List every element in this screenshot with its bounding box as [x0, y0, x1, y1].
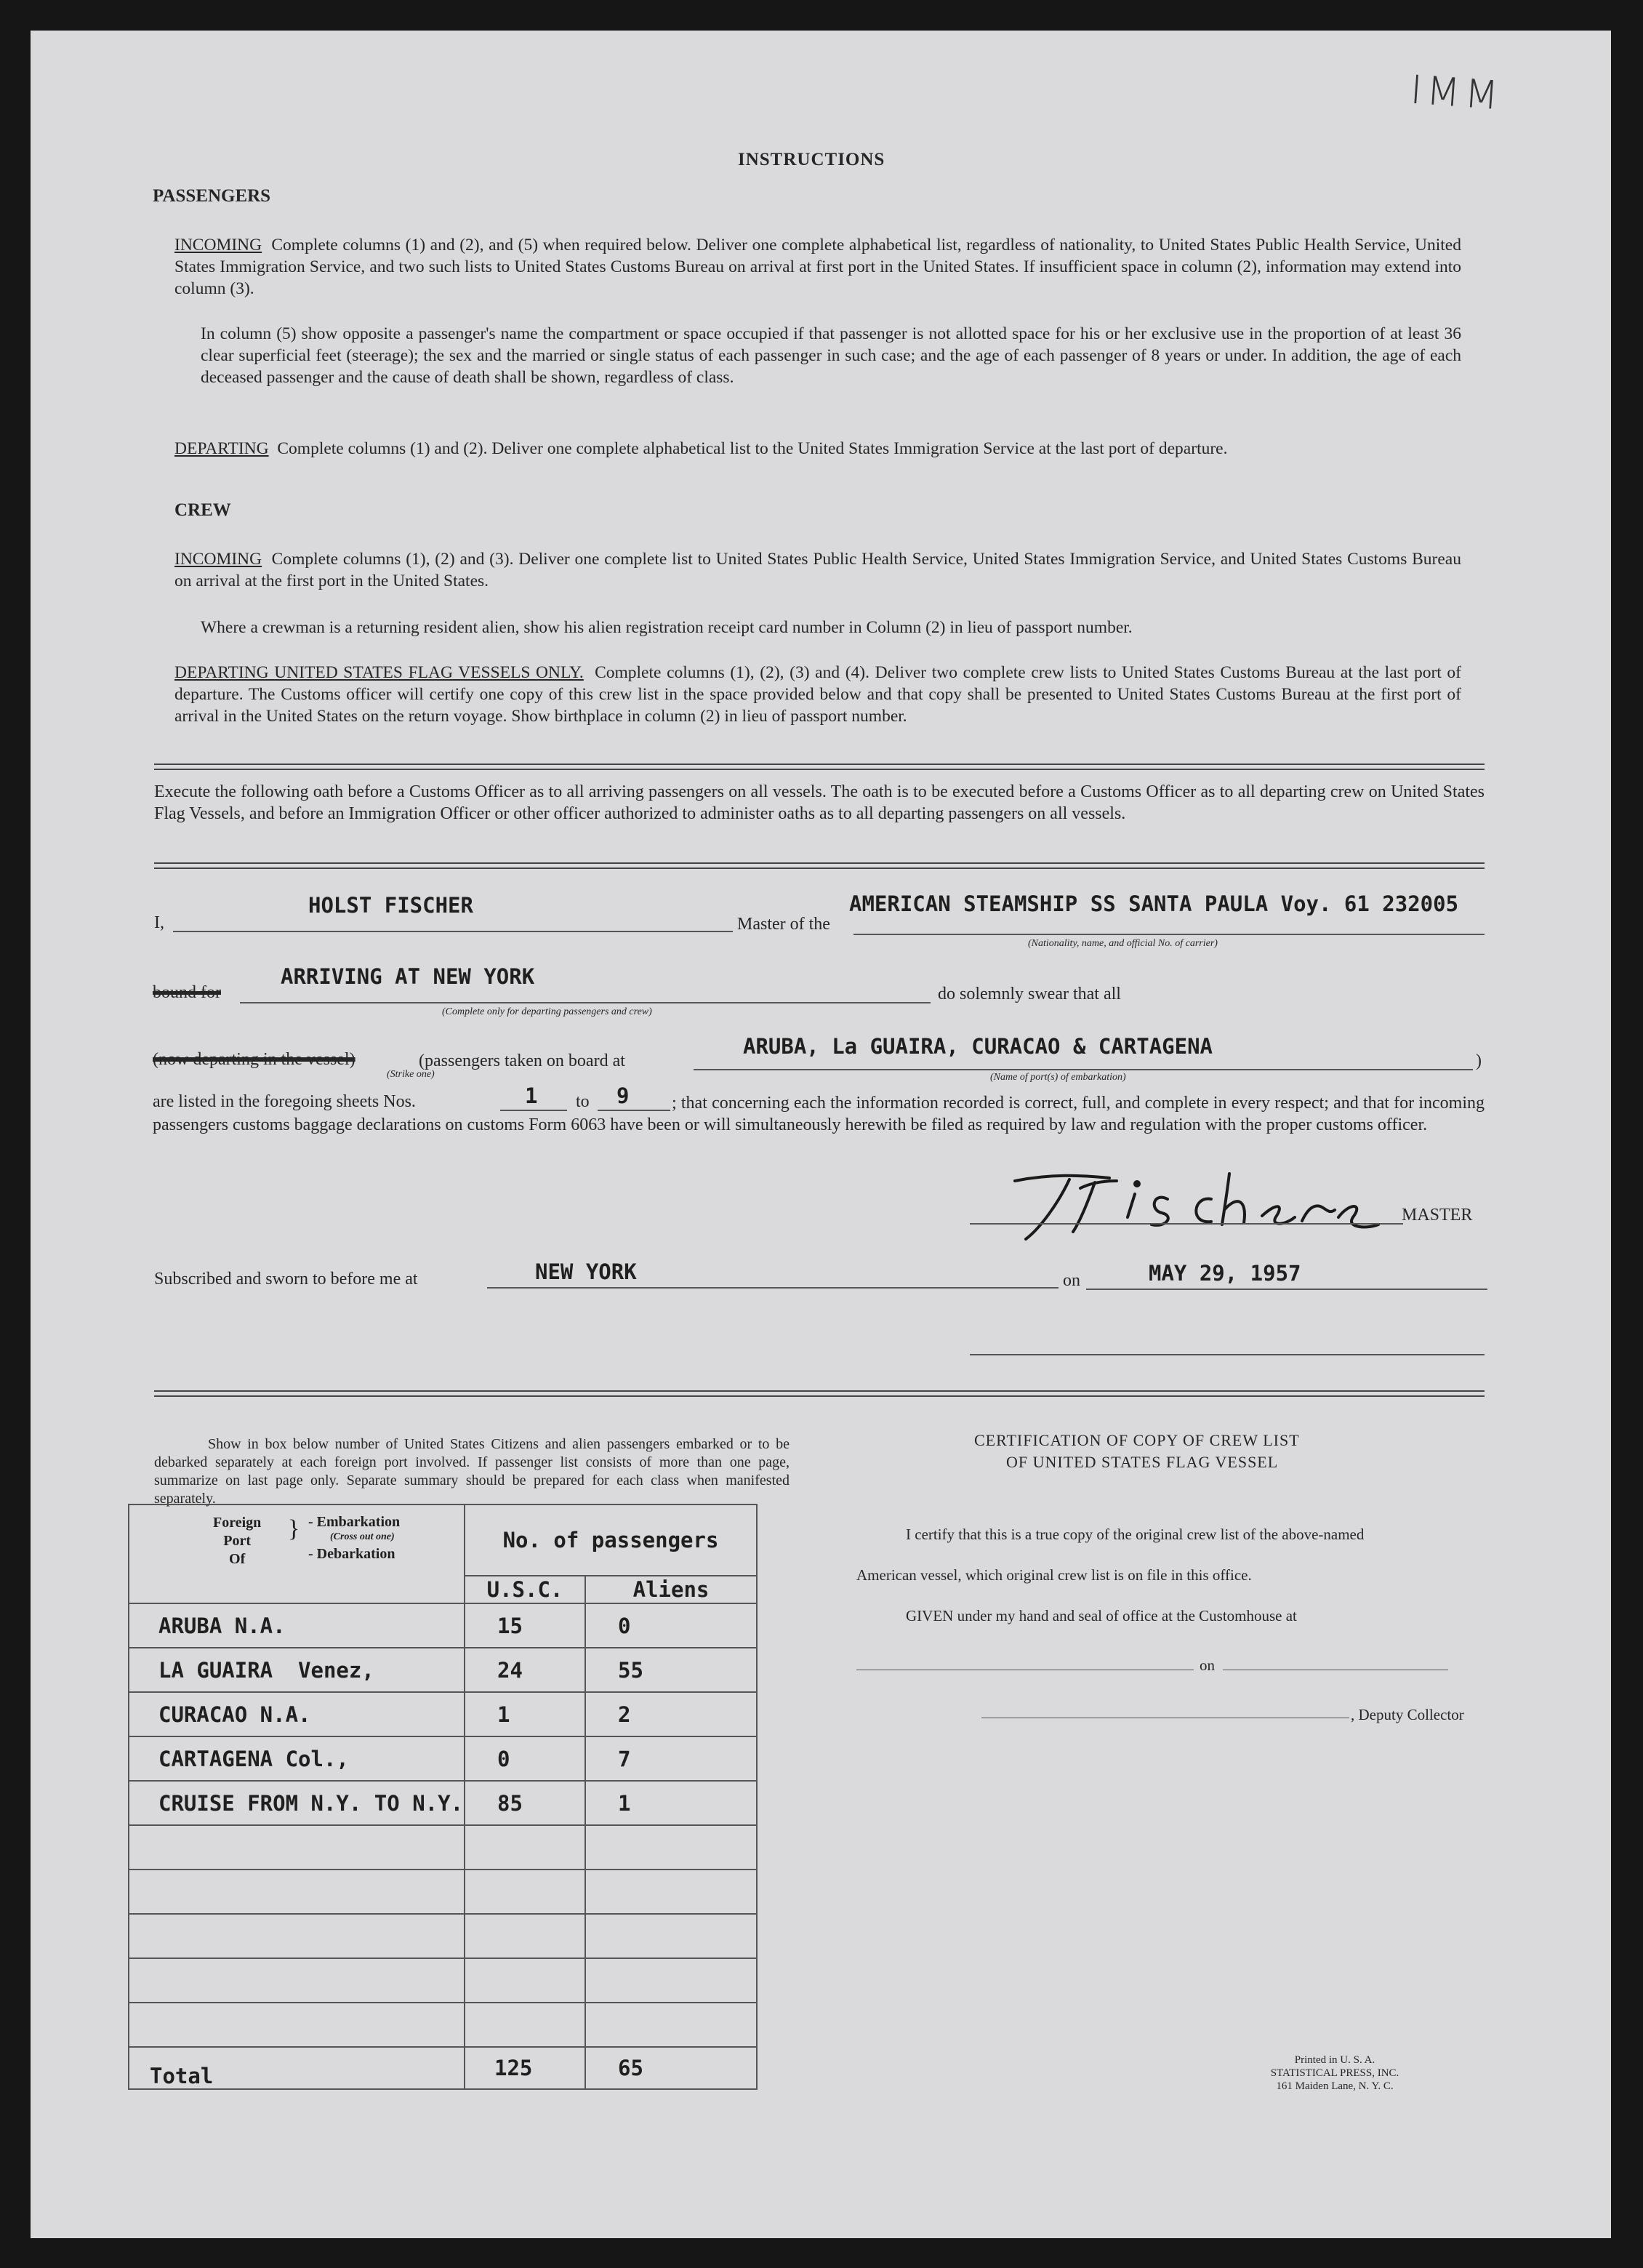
certification-title-1: CERTIFICATION OF COPY OF CREW LIST: [974, 1431, 1300, 1449]
to-label: to: [576, 1092, 590, 1111]
usc-cell: 15: [465, 1603, 585, 1648]
empty-row: [129, 1958, 757, 2003]
table-row: [129, 1692, 757, 1736]
crew-incoming-instruction: [174, 548, 1461, 592]
foreign-port-header: Foreign Port Of } - Embarkation (Cross out one) - Debarkation: [129, 1504, 465, 1603]
ports-line: [694, 1069, 1473, 1070]
empty-row: [129, 1870, 757, 1914]
sworn-on-label: on: [1063, 1271, 1080, 1290]
crew-departing-label: DEPARTING UNITED STATES FLAG VESSELS ONLY.: [174, 663, 584, 682]
table-row: [129, 1603, 757, 1648]
sworn-date-value: MAY 29, 1957: [1149, 1261, 1301, 1286]
listed-text: are listed in the foregoing sheets Nos.: [153, 1092, 416, 1111]
total-label: Total: [129, 2047, 465, 2089]
strike-caption: (Strike one): [387, 1069, 435, 1080]
ports-value: ARUBA, La GUAIRA, CURACAO & CARTAGENA: [743, 1034, 1213, 1059]
now-departing-struck: (now departing in the vessel): [153, 1050, 355, 1069]
deputy-label: , Deputy Collector: [1351, 1706, 1464, 1723]
crew-incoming-text: Complete columns (1), (2) and (3). Deliver one complete list to United States Public Health Service, United States Immigration Service, and United States Customs Bureau on arrival at the first port in the United States.: [174, 550, 1461, 590]
passengers-incoming-label: INCOMING: [174, 236, 262, 255]
divider-1: [154, 764, 1485, 770]
master-name-line: [173, 931, 733, 932]
total-aliens: 65: [585, 2047, 757, 2089]
printer-imprint: [1248, 2053, 1422, 2093]
aliens-cell: 1: [585, 1781, 757, 1825]
destination-caption: (Complete only for departing passengers and crew): [442, 1006, 652, 1017]
i-label: I,: [154, 913, 164, 932]
master-signature: [971, 1159, 1407, 1246]
passenger-summary-table: [128, 1504, 758, 2090]
handwritten-annotation: IMM: [1408, 66, 1505, 119]
usc-cell: 0: [465, 1736, 585, 1781]
table-row: [129, 1736, 757, 1781]
passengers-departing-label: DEPARTING: [174, 439, 269, 458]
crew-heading: CREW: [174, 500, 231, 520]
crew-incoming-label: INCOMING: [174, 550, 262, 569]
vessel-line: [853, 934, 1485, 935]
certification-on-label: on: [1200, 1656, 1215, 1674]
header-cross-out: (Cross out one): [330, 1531, 395, 1542]
concerning-text: ; that concerning each the information recorded is correct, full, and complete in every respect; and that for incoming passengers customs baggage declarations on customs Form 6063 have been or will simultaneously herewith be filed as required by law and regulation with the proper customs officer.: [153, 1094, 1485, 1134]
header-embarkation: - Embarkation: [308, 1514, 401, 1530]
certification-line-3: GIVEN under my hand and seal of office at the Customhouse at: [906, 1607, 1297, 1624]
total-usc: 125: [465, 2047, 585, 2089]
crew-resident-instruction: Where a crewman is a returning resident alien, show his alien registration receipt card number in Column (2) in lieu of passport number.: [201, 618, 1133, 637]
swear-text: do solemnly swear that all: [938, 985, 1121, 1003]
master-label: MASTER: [1402, 1206, 1473, 1225]
master-of-label: Master of the: [737, 915, 830, 934]
sworn-place-value: NEW YORK: [535, 1259, 637, 1284]
vessel-value: AMERICAN STEAMSHIP SS SANTA PAULA Voy. 61 232005: [849, 891, 1459, 916]
header-port: Port: [223, 1533, 252, 1549]
sworn-date-line: [1086, 1289, 1487, 1290]
usc-cell: 24: [465, 1648, 585, 1692]
usc-cell: 85: [465, 1781, 585, 1825]
port-cell: CARTAGENA Col.,: [129, 1736, 465, 1781]
port-cell: ARUBA N.A.: [129, 1603, 465, 1648]
table-row: [129, 1648, 757, 1692]
certification-line-1: I certify that this is a true copy of the original crew list of the above-named: [906, 1526, 1365, 1543]
header-debarkation: - Debarkation: [308, 1546, 395, 1562]
crew-departing-instruction: [174, 662, 1461, 727]
aliens-cell: 0: [585, 1603, 757, 1648]
certification-title-2: OF UNITED STATES FLAG VESSEL: [1006, 1453, 1279, 1471]
ports-close-paren: ): [1476, 1051, 1482, 1070]
printer-line-3: 161 Maiden Lane, N. Y. C.: [1276, 2080, 1394, 2092]
bound-for-struck: bound for: [153, 983, 221, 1002]
port-cell: CRUISE FROM N.Y. TO N.Y.: [129, 1781, 465, 1825]
sheet-to-value: 9: [616, 1083, 630, 1108]
printer-line-2: STATISTICAL PRESS, INC.: [1270, 2067, 1399, 2079]
passengers-departing-text: Complete columns (1) and (2). Deliver one complete alphabetical list to the United States Immigration Service at the last port of departure.: [277, 439, 1228, 458]
header-of: Of: [229, 1551, 246, 1567]
passengers-incoming-text: Complete columns (1) and (2), and (5) when required below. Deliver one complete alphabetical list, regardless of nationality, to United States Public Health Service, United States Immigration Service, and two such lists to United States Customs Bureau on arrival at first port in the United States. If insufficient space in column (2), information may extend into column (3).: [174, 236, 1461, 298]
table-row: [129, 1781, 757, 1825]
divider-2: [154, 862, 1485, 869]
oath-intro: Execute the following oath before a Customs Officer as to all arriving passengers on all vessels. The oath is to be executed before a Customs Officer as to all departing crew on United States Flag Vessels, and before an Immigration Officer or other officer authorized to administer oaths as to all departing passengers on all vessels.: [154, 782, 1485, 823]
ports-caption: (Name of port(s) of embarkation): [990, 1072, 1126, 1083]
instructions-title: INSTRUCTIONS: [738, 150, 885, 169]
master-name-value: HOLST FISCHER: [308, 893, 473, 918]
aliens-cell: 2: [585, 1692, 757, 1736]
passengers-departing-instruction: [174, 438, 1461, 460]
taken-on-board-label: (passengers taken on board at: [419, 1051, 625, 1070]
officer-signature-line: [970, 1354, 1485, 1355]
sworn-label: Subscribed and sworn to before me at: [154, 1270, 418, 1289]
sheet-from-value: 1: [525, 1083, 538, 1108]
passengers-incoming-instruction: [174, 234, 1461, 300]
aliens-cell: 7: [585, 1736, 757, 1781]
no-passengers-header: No. of passengers: [465, 1504, 757, 1576]
sworn-place-line: [487, 1287, 1058, 1289]
master-signature-line: [970, 1223, 1403, 1225]
port-cell: CURACAO N.A.: [129, 1692, 465, 1736]
summary-instructions: Show in box below number of United States Citizens and alien passengers embarked or to be debarked separately at each foreign port involved. If passenger list consists of more than one page, summarize on last page only. Separate summary should be prepared for each class when manifested separately.: [154, 1436, 790, 1507]
total-row: [129, 2047, 757, 2089]
empty-row: [129, 1914, 757, 1958]
destination-value: ARRIVING AT NEW YORK: [281, 964, 535, 989]
aliens-header: Aliens: [585, 1576, 757, 1603]
passengers-column5-instruction: In column (5) show opposite a passenger's name the compartment or space occupied if that passenger is not allotted space for his or her exclusive use in the proportion of at least 36 clear superficial feet (steerage); the sex and the married or single status of each passenger in such case; and the age of each passenger of 8 years or under. In addition, the age of each deceased passenger and the cause of death shall be shown, regardless of class.: [201, 324, 1461, 387]
certification-line-2: American vessel, which original crew list is on file in this office.: [856, 1566, 1252, 1584]
divider-3: [154, 1390, 1485, 1397]
usc-cell: 1: [465, 1692, 585, 1736]
empty-row: [129, 2003, 757, 2047]
printer-line-1: Printed in U. S. A.: [1294, 2054, 1375, 2066]
header-foreign: Foreign: [213, 1515, 262, 1531]
port-cell: LA GUAIRA Venez,: [129, 1648, 465, 1692]
usc-header: U.S.C.: [465, 1576, 585, 1603]
crew-departing-text: Complete columns (1), (2), (3) and (4). Deliver two complete crew lists to United States Customs Bureau at the last port of departure. The Customs officer will certify one copy of this crew list in the space provided below and that copy shall be presented to United States Customs Bureau at the first port of arrival in the United States on the return voyage. Show birthplace in column (2) in lieu of passport number.: [174, 663, 1462, 726]
destination-line: [240, 1002, 931, 1003]
aliens-cell: 55: [585, 1648, 757, 1692]
empty-row: [129, 1825, 757, 1870]
vessel-caption: (Nationality, name, and official No. of carrier): [1028, 938, 1218, 949]
passengers-heading: PASSENGERS: [153, 186, 271, 206]
